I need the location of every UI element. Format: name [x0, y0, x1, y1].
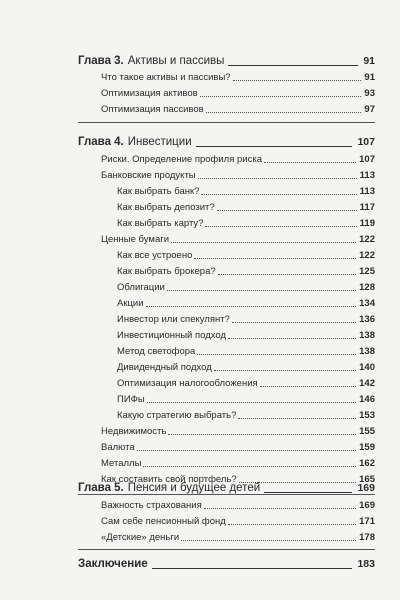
leader-dots: [232, 322, 356, 323]
toc-subentry: [117, 282, 375, 293]
leader-line: [228, 65, 358, 66]
leader-dots: [197, 354, 356, 355]
entry-label: Как все устроено: [117, 250, 193, 261]
leader-dots: [143, 466, 356, 467]
entry-label: Металлы: [101, 458, 142, 469]
leader-dots: [147, 402, 356, 403]
entry-label: Дивидендный подход: [117, 362, 212, 373]
toc-subentry: [117, 266, 375, 277]
toc-subentry: [117, 362, 375, 373]
entry-label: Оптимизация пассивов: [101, 104, 204, 115]
leader-dots: [146, 306, 357, 307]
entry-label: Метод светофора: [117, 346, 196, 357]
leader-line: [264, 492, 352, 493]
toc-entry: [101, 516, 375, 527]
entry-label: Ценные бумаги: [101, 234, 170, 245]
toc-entry: [101, 88, 375, 99]
page-number: 113: [359, 170, 375, 181]
conclusion-title: Заключение: [78, 558, 148, 570]
leader-dots: [228, 524, 356, 525]
toc-subentry: [117, 346, 375, 357]
entry-label: Инвестор или спекулянт?: [117, 314, 230, 325]
leader-dots: [200, 96, 362, 97]
page-number: 146: [359, 394, 375, 405]
chapter-title: Инвестиции: [127, 136, 192, 148]
page-number: 107: [357, 136, 375, 148]
toc-entry: [101, 442, 375, 453]
page-number: 136: [359, 314, 375, 325]
chapter-number: Глава 5.: [78, 482, 124, 494]
entry-label: Как выбрать депозит?: [117, 202, 215, 213]
page-number: 142: [359, 378, 375, 389]
page-number: 122: [359, 234, 375, 245]
toc-subentry: [117, 186, 375, 197]
chapter-5-heading: [78, 482, 375, 495]
toc-entry: [101, 532, 375, 543]
toc-subentry: [117, 298, 375, 309]
entry-label: Акции: [117, 298, 144, 309]
page-number: 169: [359, 500, 375, 511]
page-number: 117: [359, 202, 375, 213]
page-number: 125: [359, 266, 375, 277]
entry-label: Валюта: [101, 442, 135, 453]
page-number: 122: [359, 250, 375, 261]
entry-label: Какую стратегию выбрать?: [117, 410, 237, 421]
chapter-3-heading: [78, 55, 375, 68]
chapter-title: Активы и пассивы: [127, 55, 225, 67]
leader-dots: [260, 386, 356, 387]
toc-entry: [101, 458, 375, 469]
leader-dots: [205, 226, 356, 227]
toc-subentry: [117, 394, 375, 405]
section-divider: [78, 549, 375, 550]
leader-dots: [168, 434, 356, 435]
entry-label: Риски. Определение профиля риска: [101, 154, 262, 165]
chapter-number: Глава 3.: [78, 55, 124, 67]
page-number: 93: [364, 88, 375, 99]
toc-entry: [101, 72, 375, 83]
page-number: 183: [357, 558, 375, 570]
toc-subentry: [117, 330, 375, 341]
section-divider: [78, 122, 375, 123]
toc-entry: [101, 426, 375, 437]
page-number: 138: [359, 346, 375, 357]
entry-label: Что такое активы и пассивы?: [101, 72, 231, 83]
entry-label: Важность страхования: [101, 500, 202, 511]
entry-label: Как выбрать карту?: [117, 218, 204, 229]
page-number: 119: [359, 218, 375, 229]
toc-subentry: [117, 202, 375, 213]
page-number: 153: [359, 410, 375, 421]
leader-dots: [206, 112, 362, 113]
page-number: 97: [364, 104, 375, 115]
leader-dots: [214, 370, 356, 371]
leader-dots: [217, 210, 357, 211]
chapter-number: Глава 4.: [78, 136, 124, 148]
page-number: 178: [359, 532, 375, 543]
leader-dots: [228, 338, 356, 339]
page-number: 113: [359, 186, 375, 197]
leader-dots: [198, 178, 357, 179]
page-number: 91: [363, 55, 375, 67]
toc-subentry: [117, 410, 375, 421]
chapter-title: Пенсия и будущее детей: [127, 482, 261, 494]
conclusion-heading: [78, 558, 375, 571]
toc-entry: [101, 500, 375, 511]
toc-subentry: [117, 378, 375, 389]
leader-dots: [181, 540, 356, 541]
leader-dots: [238, 418, 356, 419]
page-number: 138: [359, 330, 375, 341]
page-number: 107: [359, 154, 375, 165]
entry-label: Недвижимость: [101, 426, 167, 437]
leader-line: [196, 146, 353, 147]
leader-dots: [201, 194, 356, 195]
toc-entry: [101, 154, 375, 165]
entry-label: Банковские продукты: [101, 170, 196, 181]
leader-dots: [137, 450, 357, 451]
entry-label: Как выбрать банк?: [117, 186, 200, 197]
page-number: 140: [359, 362, 375, 373]
entry-label: Оптимизация налогообложения: [117, 378, 258, 389]
leader-line: [152, 568, 353, 569]
leader-dots: [218, 274, 357, 275]
page-number: 128: [359, 282, 375, 293]
page-number: 134: [359, 298, 375, 309]
toc-entry: [101, 104, 375, 115]
page-number: 155: [359, 426, 375, 437]
entry-label: Как выбрать брокера?: [117, 266, 216, 277]
toc-subentry: [117, 314, 375, 325]
leader-dots: [204, 508, 356, 509]
page-number: 162: [359, 458, 375, 469]
toc-subentry: [117, 250, 375, 261]
leader-dots: [264, 162, 356, 163]
page-number: 165: [359, 474, 375, 485]
leader-dots: [167, 290, 356, 291]
entry-label: Оптимизация активов: [101, 88, 198, 99]
leader-dots: [171, 242, 356, 243]
toc-entry: [101, 234, 375, 245]
toc-subentry: [117, 218, 375, 229]
entry-label: Сам себе пенсионный фонд: [101, 516, 226, 527]
leader-dots: [233, 80, 362, 81]
entry-label: Как составить свой портфель?: [101, 474, 237, 485]
page-number: 159: [359, 442, 375, 453]
entry-label: Облигации: [117, 282, 165, 293]
page-number: 91: [364, 72, 375, 83]
entry-label: ПИФы: [117, 394, 145, 405]
chapter-4-heading: [78, 136, 375, 149]
leader-dots: [194, 258, 356, 259]
toc-entry: [101, 170, 375, 181]
page-number: 171: [359, 516, 375, 527]
entry-label: Инвестиционный подход: [117, 330, 227, 341]
page-number: 169: [357, 482, 375, 494]
entry-label: «Детские» деньги: [101, 532, 180, 543]
